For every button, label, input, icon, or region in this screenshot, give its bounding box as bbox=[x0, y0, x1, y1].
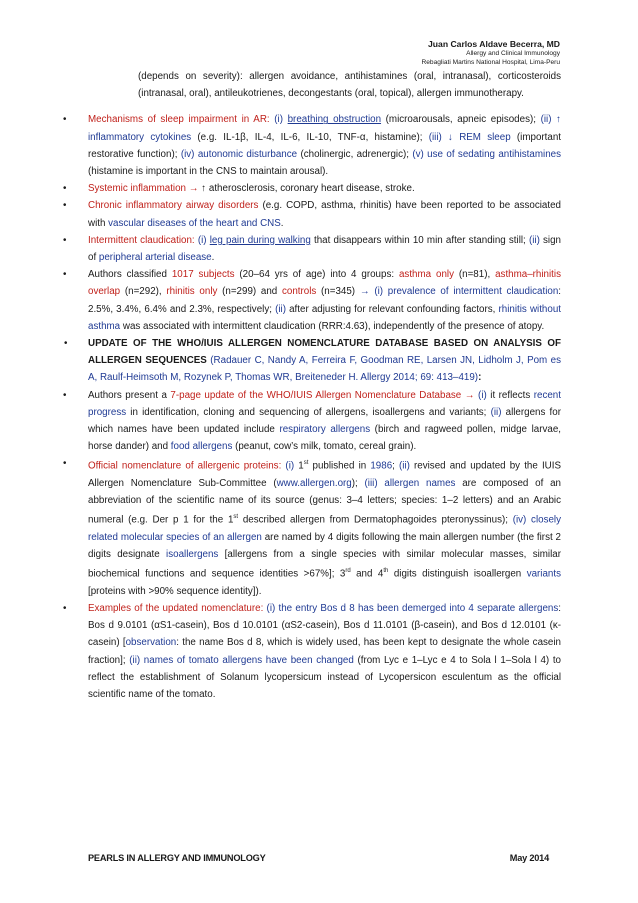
superscript: th bbox=[383, 568, 389, 575]
text: (birch and ragweed pollen, midge larvae, horse dander) and bbox=[88, 424, 561, 453]
term: Official nomenclature of allergenic proteins: bbox=[88, 460, 282, 472]
text: : 2.5%, 3.4%, 6.4% and 2.3%, respectively; bbox=[88, 286, 561, 315]
citation-link[interactable]: (Radauer C, Nandy A, Ferreira F, Goodman RE, Larsen JN, Lidholm J, Pom es A, Raulf-Heimsoth M, Rozynek P, Thomas WR, Breiteneder H. Allergy 2014; 69: 413–419) bbox=[88, 355, 561, 384]
term: leg pain during walking bbox=[209, 234, 311, 246]
term: recent progress bbox=[88, 389, 561, 418]
bullet-airway-disorders bbox=[88, 197, 561, 231]
term: (iv) closely related molecular species of an allergen bbox=[88, 514, 561, 543]
text: (e.g. COPD, asthma, rhinitis) have been reported to be associated with bbox=[88, 200, 561, 229]
text: [allergens from a single species with similar molecular masses, similar biochemical functions and sequence identities >67%]; 3 bbox=[88, 549, 561, 580]
superscript: st bbox=[233, 514, 239, 521]
index: (ii) bbox=[490, 406, 502, 418]
term: food allergens bbox=[170, 441, 233, 453]
footer-title: PEARLS IN ALLERGY AND IMMUNOLOGY bbox=[88, 853, 266, 863]
term: → (i) prevalence of intermittent claudication bbox=[359, 286, 559, 298]
allergen-org-link[interactable]: www.allergen.org bbox=[276, 477, 352, 489]
term: 1986 bbox=[370, 460, 393, 472]
header-affiliation: Allergy and Clinical Immunology bbox=[466, 50, 560, 57]
text: (peanut, cow’s milk, tomato, cereal grain). bbox=[232, 441, 417, 453]
text: ↑ atherosclerosis, coronary heart disease, stroke. bbox=[198, 183, 415, 195]
page-footer bbox=[88, 853, 549, 863]
header-author: Juan Carlos Aldave Becerra, MD bbox=[428, 39, 560, 49]
bullet-study-groups bbox=[88, 266, 561, 335]
text: [proteins with >90% sequence identity]). bbox=[88, 585, 262, 597]
bullet-systemic-inflammation bbox=[88, 180, 561, 197]
term: (v) use of sedating antihistamines bbox=[412, 148, 561, 160]
text: digits distinguish isoallergen bbox=[388, 568, 527, 580]
term: rhinitis without asthma bbox=[88, 303, 561, 332]
term: Examples of the updated nomenclature: bbox=[88, 602, 264, 614]
term: observation bbox=[125, 637, 177, 649]
text: ); bbox=[351, 477, 365, 489]
term: asthma–rhinitis overlap bbox=[88, 269, 561, 298]
bullet-official-nomenclature bbox=[88, 455, 561, 599]
text: are composed of an abbreviation of the scientific name of its source (genus: 3–4 letters; species: 1–2 letters) and an Arabic numeral (e.g. Der p 1 for the 1 bbox=[88, 477, 561, 526]
page-header bbox=[421, 40, 560, 67]
text: ; bbox=[392, 460, 399, 472]
text: allergens for which names have been updated include bbox=[88, 406, 561, 436]
text: (microarousals, apneic episodes); bbox=[381, 114, 541, 126]
term: variants bbox=[526, 568, 561, 580]
term: controls bbox=[281, 286, 317, 298]
term: 1017 subjects bbox=[171, 269, 235, 281]
text: . bbox=[211, 252, 215, 264]
text: sign of bbox=[88, 234, 562, 264]
term: (ii) names of tomato allergens have been changed bbox=[129, 654, 354, 666]
index: (i) bbox=[281, 460, 299, 472]
section-colon: : bbox=[478, 372, 482, 384]
term: (i) the entry Bos d 8 has been demerged into 4 separate allergens bbox=[263, 602, 559, 614]
text: (from Lyc e 1–Lyc e 4 to Sola l 1–Sola l 4) to reflect the establishment of Solanum lycopersicum instead of Lycopersicon esculentum as the official scientific name of the tomato. bbox=[88, 654, 562, 700]
text: (20–64 yrs of age) into 4 groups: bbox=[234, 269, 399, 281]
term: Mechanisms of sleep impairment in AR: bbox=[88, 114, 270, 126]
text: (n=299) and bbox=[217, 286, 282, 298]
term: breathing obstruction bbox=[287, 114, 382, 126]
index: (i) bbox=[194, 234, 210, 246]
term: (iii) allergen names bbox=[364, 477, 456, 489]
text: (n=292), bbox=[120, 286, 167, 298]
text: . bbox=[280, 217, 284, 229]
section-heading-who-iuis bbox=[88, 335, 561, 387]
term: rhinitis only bbox=[166, 286, 218, 298]
index: (ii) bbox=[399, 460, 410, 472]
text: Authors present a bbox=[88, 389, 171, 401]
bullet-sleep-mechanisms bbox=[88, 111, 561, 180]
index: (ii) bbox=[528, 234, 544, 246]
term: respiratory allergens bbox=[279, 424, 371, 436]
bullet-claudication bbox=[88, 232, 561, 266]
text: revised and updated by the IUIS Allergen Nomenclature Sub-Committee ( bbox=[88, 460, 561, 489]
term: asthma only bbox=[398, 269, 454, 281]
term: 7-page update of the WHO/IUIS Allergen Nomenclature Database → bbox=[170, 389, 475, 401]
text: described allergen from Dermatophagoides pteronyssinus); bbox=[238, 514, 513, 526]
term: (ii) ↑ inflammatory cytokines bbox=[88, 114, 562, 143]
text: (cholinergic, adrenergic); bbox=[297, 148, 413, 160]
text: (n=81), bbox=[453, 269, 496, 281]
intro-paragraph: (depends on severity): allergen avoidance, antihistamines (oral, intranasal), corticosteroids (intranasal, oral), antileukotrienes, decongestants (oral, topical), allergen immunotherapy. bbox=[138, 71, 561, 100]
term: (iv) autonomic disturbance bbox=[180, 148, 298, 160]
text: after adjusting for relevant confounding factors, bbox=[285, 303, 499, 315]
term: Intermittent claudication: bbox=[88, 234, 195, 246]
text: it reflects bbox=[490, 389, 534, 401]
header-hospital: Rebagliati Martins National Hospital, Lima-Peru bbox=[421, 59, 560, 66]
bullet-database-update bbox=[88, 387, 561, 456]
section-title: UPDATE OF THE WHO/IUIS ALLERGEN NOMENCLATURE DATABASE BASED ON ANALYSIS OF ALLERGEN SEQUENCES bbox=[88, 338, 561, 367]
text: are named by 4 digits following the main allergen number (the first 2 digits designate bbox=[88, 531, 561, 561]
text: : Bos d 9.0101 (αS1-casein), Bos d 10.0101 (αS2-casein), Bos d 11.0101 (β-casein), and Bos d 12.0101 (κ-casein) [ bbox=[88, 602, 561, 649]
text: in identification, cloning and sequencing of allergens, isoallergens and variants; bbox=[126, 406, 491, 418]
term: Chronic inflammatory airway disorders bbox=[88, 200, 259, 212]
term: Systemic inflammation → bbox=[88, 183, 199, 195]
index: (i) bbox=[269, 114, 288, 126]
text: (n=345) bbox=[316, 286, 360, 298]
text: was associated with intermittent claudication (RRR:4.63), independently of the presence of atopy. bbox=[120, 320, 545, 332]
page-body bbox=[88, 68, 561, 703]
text: : the name Bos d 8, which is widely used, has been kept to designate the whole casein fraction]; bbox=[88, 637, 562, 666]
text: published in bbox=[308, 460, 371, 472]
text: and 4 bbox=[350, 568, 384, 580]
superscript: st bbox=[303, 460, 309, 467]
footer-date: May 2014 bbox=[509, 853, 549, 863]
text: (important restorative function); bbox=[88, 131, 561, 160]
superscript: rd bbox=[345, 568, 351, 575]
text: (histamine is important in the CNS to maintain arousal). bbox=[88, 166, 329, 178]
term: isoallergens bbox=[166, 549, 219, 561]
term: peripheral arterial disease bbox=[98, 252, 212, 264]
text: (e.g. IL-1β, IL-4, IL-6, IL-10, TNF-α, histamine); bbox=[191, 131, 429, 143]
index: (ii) bbox=[275, 303, 286, 315]
index: (i) bbox=[474, 389, 491, 401]
term: vascular diseases of the heart and CNS bbox=[108, 217, 281, 229]
term: (iii) ↓ REM sleep bbox=[428, 131, 511, 143]
text: Authors classified bbox=[88, 269, 172, 281]
text: that disappears within 10 min after standing still; bbox=[310, 234, 529, 246]
text: 1 bbox=[298, 460, 304, 472]
bullet-nomenclature-examples bbox=[88, 600, 561, 703]
